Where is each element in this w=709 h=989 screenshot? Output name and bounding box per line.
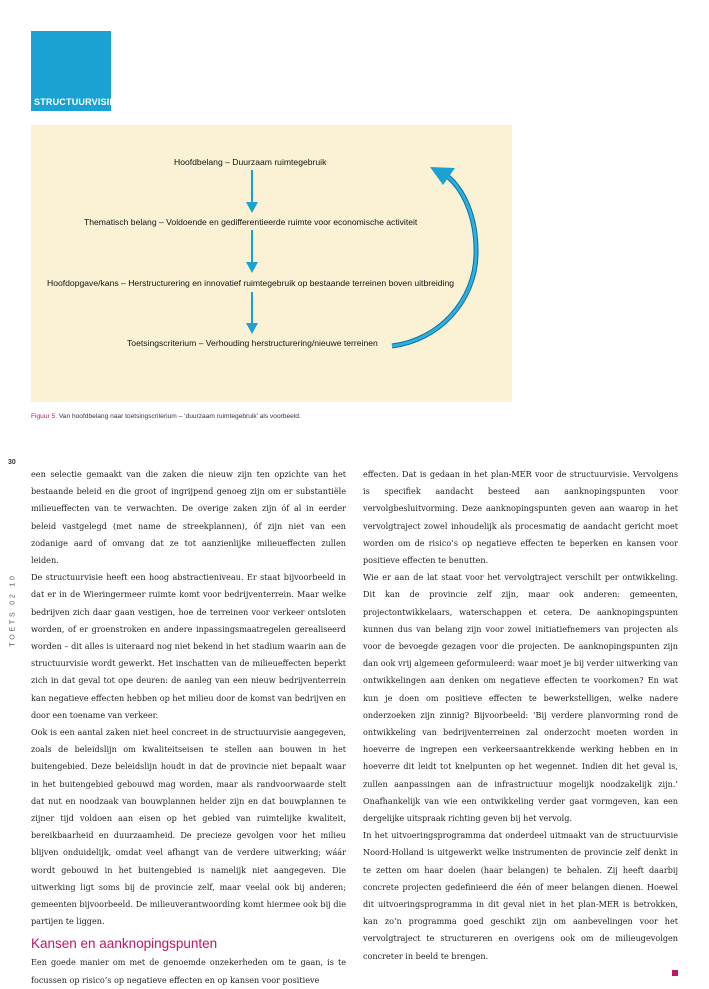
page-number: 30 [8,459,16,466]
paragraph: Wie er aan de lat staat voor het vervolgtraject verschilt per ontwikkeling. Dit kan de provincie zelf zijn, maar ook anderen: gemeenten, projectontwikkelaars, waterschappen et cetera. De aanknopingspunten kunnen dus van belang zijn voor zowel initiatiefnemers van projecten als voor de bevoegde gezagen voor die projecten. De aanknopingspunten zijn dan ook vrij algemeen geformuleerd: waar moet je bij verder uitwerking van ontwikkelingen aan denken om negatieve effecten te voorkomen? En wat kun je doen om positieve effecten te bewerkstelligen, welke nadere onderzoeken zijn zinnig? Bijvoorbeeld: ‘Bij verdere planvorming rond de ontwikkeling van bedrijventerreinen zal onderzocht moeten worden in hoeverre de ingrepen een verkeersaantrekkende werking hebben en in hoeverre dit leidt tot knelpunten op het wegennet. Indien dit het geval is, zullen aanpassingen aan de infrastructuur mogelijk noodzakelijk zijn.’ Onafhankelijk van wie een ontwikkeling verder gaat vormgeven, kan een dergelijke uitspraak richting geven bij het vervolg. [363,572,678,824]
paragraph: In het uitvoeringsprogramma dat onderdeel uitmaakt van de structuurvisie Noord-Holland is uitgewerkt welke instrumenten de provincie zelf denkt in te zetten om haar doelen (haar belangen) te behalen. Zij heeft daarbij concrete projecten gedefinieerd die één of meer belangen dienen. Hoewel dit uitvoeringsprogramma in dit geval niet in het plan-MER is betrokken, kan zo’n programma goed geschikt zijn om aanbevelingen voor het vervolgtraject te structureren en overigens ook om de milieugevolgen concreter in beeld te brengen. [363,830,678,961]
paragraph: effecten. Dat is gedaan in het plan-MER voor de structuurvisie. Vervolgens is specifiek aandacht besteed aan aanknopingspunten voor vervolgbesluitvorming. Deze aanknopingspunten geven aan waarop in het vervolgtraject zowel inhoudelijk als procesmatig de aandacht gericht moet worden om de risico’s op negatieve effecten te beperken en kansen voor positieve effecten te benutten. [363,469,678,566]
paragraph: Ook is een aantal zaken niet heel concreet in de structuurvisie aangegeven, zoals de beleidslijn om kwaliteitseisen te stellen aan bouwen in het buitengebied. Deze beleidslijn houdt in dat de provincie niet bepaalt waar in het buitengebied gebouwd mag worden, maar als randvoorwaarde stelt dat nut en noodzaak van bouwplannen helder zijn en dat bouwplannen te zijner tijd voldoen aan eisen op het gebied van ruimtelijke kwaliteit, bereikbaarheid en duurzaamheid. De precieze gevolgen voor het milieu blijven onduidelijk, omdat veel afhangt van de verdere uitwerking; wáár wordt gebouwd in het buitengebied is namelijk niet aangegeven. Die uitwerking ligt soms bij de provincie zelf, maar veelal ook bij anderen; gemeenten bijvoorbeeld. De milieuverantwoording komt hiermee ook bij die partijen te liggen. [31,727,346,927]
paragraph: Een goede manier om met de genoemde onzekerheden om te gaan, is te focussen op risico’s op negatieve effecten en op kansen voor positieve [31,957,346,985]
left-column [31,466,346,989]
feedback-loop-arrow [392,167,476,346]
running-head: TOETS 02 10 [9,573,17,647]
diagram-level-4: Toetsingscriterium – Verhouding herstructurering/nieuwe terreinen [127,338,378,348]
section-heading: Kansen en aanknopingspunten [31,936,218,952]
end-of-article-mark [672,970,678,976]
down-arrow-2 [246,230,258,273]
down-arrow-1 [246,170,258,213]
paragraph: een selectie gemaakt van die zaken die nieuw zijn ten opzichte van het bestaande beleid en die groot of ingrijpend genoeg zijn om er substantiële milieueffecten van te verwachten. De overige zaken zijn óf al in eerder beleid vastgelegd (met name de streekplannen), óf zijn niet van een zodanige aard of omvang dat ze tot aanzienlijke milieueffecten zullen leiden. [31,469,346,566]
paragraph: De structuurvisie heeft een hoog abstractieniveau. Er staat bijvoorbeeld in dat er in de Wieringermeer ruimte komt voor bedrijventerrein. Maar welke bedrijven zich daar gaan vestigen, hoe de terreinen voor verkeer ontsloten worden, of er groenstroken en andere inpassingsmaatregelen gerealiseerd worden – dit alles is uiteraard nog niet bekend in het stadium waarin aan de structuurvisie wordt gewerkt. Het inschatten van de milieueffecten beperkt zich in dat geval tot ope deuren: de aanleg van een nieuw bedrijventerrein kan negatieve effecten hebben op het milieu door de komst van bedrijven en door een toename van verkeer. [31,572,346,720]
diagram-level-2: Thematisch belang – Voldoende en gedifferentieerde ruimte voor economische activiteit [84,217,418,227]
figure-caption [31,413,301,420]
down-arrow-3 [246,292,258,334]
right-column [363,466,678,976]
caption-text: Van hoofdbelang naar toetsingscriterium – ‘duurzaam ruimtegebruik’ als voorbeeld. [57,413,301,420]
diagram-level-3: Hoofdopgave/kans – Herstructurering en innovatief ruimtegebruik op bestaande terreinen boven uitbreiding [47,278,455,288]
section-label: STRUCTUURVISIE [34,97,116,107]
caption-label: Figuur 5. [31,413,58,420]
diagram-level-1: Hoofdbelang – Duurzaam ruimtegebruik [174,157,327,167]
